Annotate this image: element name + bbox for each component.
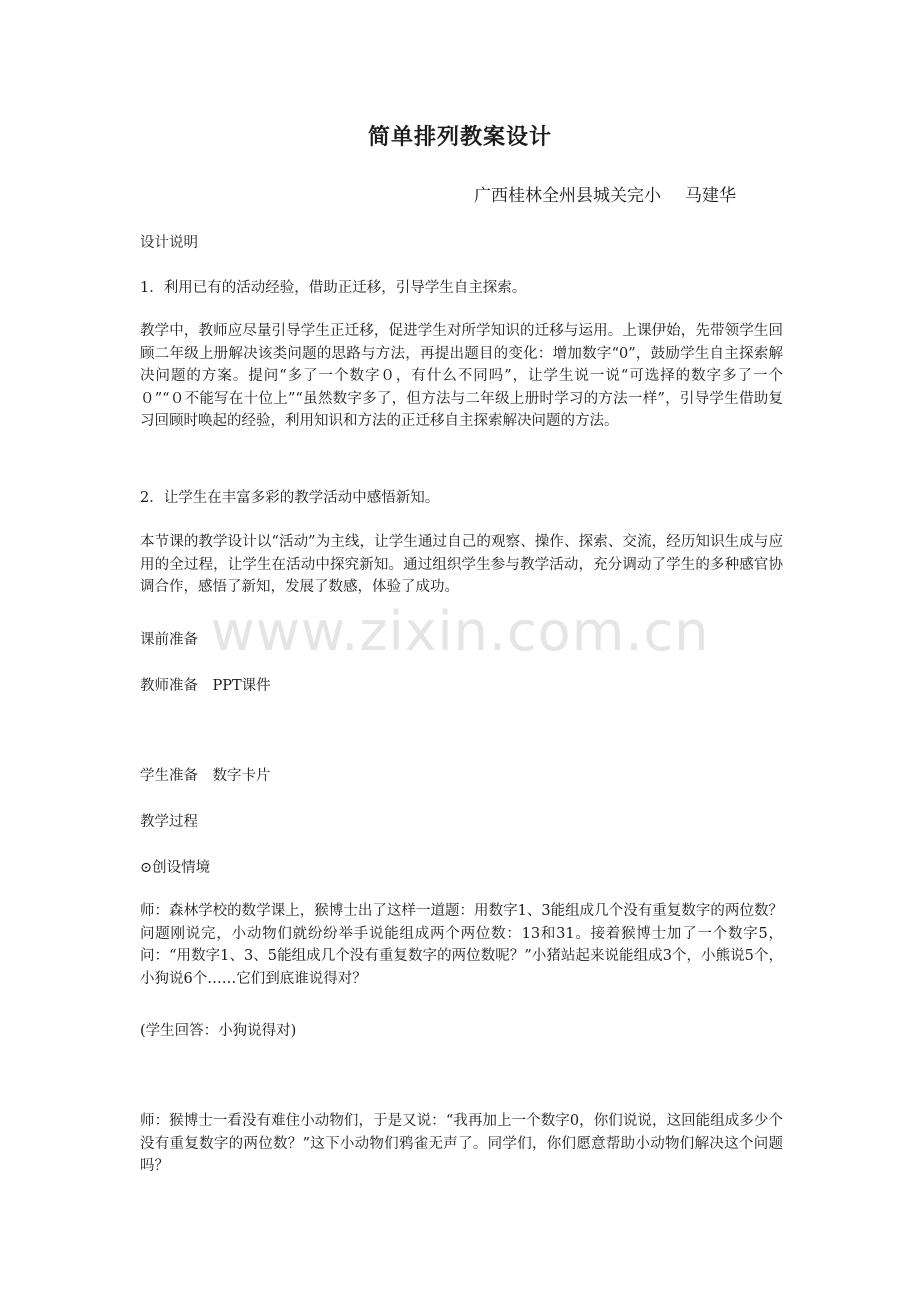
point-1: 1．利用已有的活动经验，借助正迁移，引导学生自主探索。 [140,280,527,296]
paragraph-2: 本节课的教学设计以“活动”为主线，让学生通过自己的观察、操作、探索、交流，经历知识生成与应用的全过程，让学生在活动中探究新知。通过组织学生参与教学活动，充分调动了学生的多种感官协调合作，感悟了新知，发展了数感，体验了成功。 [140,534,783,595]
point-2: 2．让学生在丰富多彩的教学活动中感悟新知。 [140,490,440,506]
scene-heading: ⊙创设情境 [140,860,211,876]
author-name: 马建华 [685,186,736,206]
student-answer: (学生回答：小狗说得对) [140,1023,297,1039]
paragraph-1: 教学中，教师应尽量引导学生正迁移，促进学生对所学知识的迁移与运用。上课伊始，先带领学生回顾二年级上册解决该类问题的思路与方法，再提出题目的变化：增加数字“0”，鼓励学生自主探索解决问题的方案。提问“多了一个数字０，有什么不同吗”，让学生说一说“可选择的数字多了一个０”“０不能写在十位上”“虽然数字多了，但方法与二年级上册时学习的方法一样”，引导学生借助复习回顾时唤起的经验，利用知识和方法的正迁移自主探索解决问题的方法。 [140,323,783,429]
document-title: 简单排列教案设计 [367,125,552,150]
design-heading: 设计说明 [140,235,198,251]
author-line [474,181,736,206]
paragraph-4: 师：猴博士一看没有难住小动物们，于是又说：“我再加上一个数字0，你们说说，这回能组成多少个没有重复数字的两位数？”这下小动物们鸦雀无声了。同学们，你们愿意帮助小动物们解决这个问题吗？ [140,1113,783,1174]
prep-heading: 课前准备 [140,632,198,648]
student-prep: 学生准备 数字卡片 [140,768,271,784]
watermark: www.zixin.com.cn [210,600,710,663]
paragraph-3: 师：森林学校的数学课上，猴博士出了这样一道题：用数字1、3能组成几个没有重复数字的两位数？问题刚说完，小动物们就纷纷举手说能组成两个两位数：13和31。接着猴博士加了一个数字5，问：“用数字1、3、5能组成几个没有重复数字的两位数呢？”小猪站起来说能组成3个，小熊说5个，小狗说6个……它们到底谁说得对？ [140,903,783,987]
process-heading: 教学过程 [140,814,198,830]
teacher-prep: 教师准备 PPT课件 [140,678,271,694]
author-school: 广西桂林全州县城关完小 [474,186,661,206]
